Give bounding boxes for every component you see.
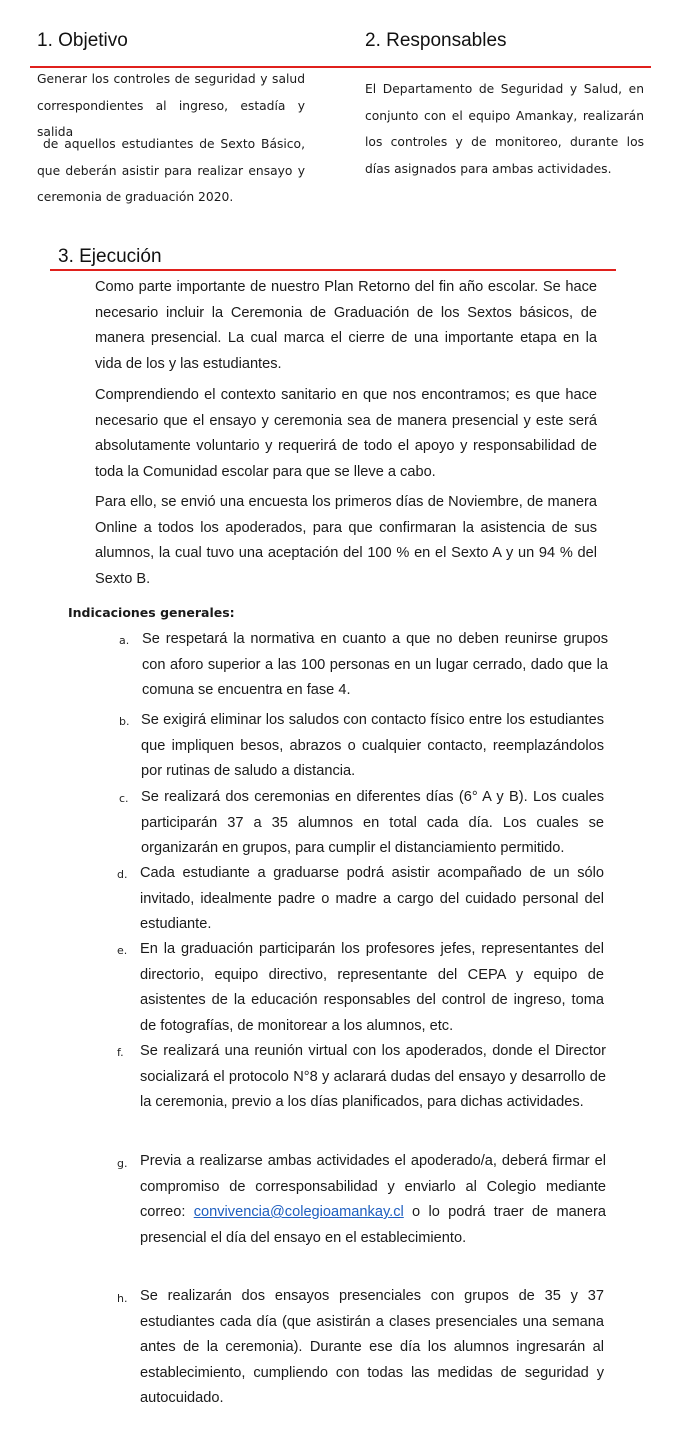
list-item-letter: f. — [117, 1046, 124, 1059]
list-item-letter: b. — [119, 715, 130, 728]
list-item-letter: h. — [117, 1292, 128, 1305]
list-item-text: Se respetará la normativa en cuanto a que no deben reunirse grupos con aforo superior a las 100 personas en un lugar cerrado, dado que la comuna se encuentra en fase 4. — [142, 631, 608, 698]
list-item-text: Se realizará una reunión virtual con los apoderados, donde el Director socializará el protocolo N°8 y aclarará dudas del ensayo y desarrollo de la ceremonia, previo a los días planificados, para dichas actividades. — [140, 1043, 606, 1110]
email-link[interactable]: convivencia@colegioamankay.cl — [193, 1204, 404, 1220]
heading-responsables: 2. Responsables — [365, 30, 507, 51]
list-item-letter: c. — [119, 792, 129, 805]
objetivo-text-b: de aquellos estudiantes de Sexto Básico, que deberán asistir para realizar ensayo y ceremonia de graduación 2020. — [37, 137, 305, 204]
heading-objetivo: 1. Objetivo — [37, 30, 128, 51]
list-item-text: Se exigirá eliminar los saludos con contacto físico entre los estudiantes que impliquen besos, abrazos o cualquier contacto, reemplazándolos por rutinas de saludo a distancia. — [141, 712, 604, 779]
heading-ejecucion: 3. Ejecución — [58, 246, 162, 267]
list-item-letter: g. — [117, 1157, 128, 1170]
list-item-text-part: Previa a realizarse ambas actividades el apoderado/a, deberá firmar el compromiso de corresponsabilidad y enviarlo al Colegio mediante correo: — [140, 1153, 606, 1220]
responsables-text: El Departamento de Seguridad y Salud, en conjunto con el equipo Amankay, realizarán los controles y de monitoreo, durante los días asignados para ambas actividades. — [365, 82, 644, 176]
ejecucion-paragraph-3: Para ello, se envió una encuesta los primeros días de Noviembre, de manera Online a todos los apoderados, para que confirmaran la asistencia de sus alumnos, la cual tuvo una aceptación del 100 % en el Sexto A y un 94 % del Sexto B. — [95, 494, 597, 587]
list-item-text-part: o lo podrá traer de manera presencial el día del ensayo en el establecimiento. — [140, 1204, 606, 1246]
list-item-letter: a. — [119, 634, 130, 647]
list-item-text: En la graduación participarán los profesores jefes, representantes del directorio, equipo directivo, representante del CEPA y equipo de asistentes de la educación responsables del control de ingreso, toma de fotografías, de monitorear a los alumnos, etc. — [140, 941, 604, 1034]
list-item-letter: d. — [117, 868, 128, 881]
list-item-text: Se realizará dos ceremonias en diferentes días (6° A y B). Los cuales participarán 37 a 35 alumnos en total cada día. Los cuales se organizarán en grupos, para cumplir el distanciamiento permitido. — [141, 789, 604, 856]
list-item-text-with-email — [140, 1149, 606, 1251]
general-heading: Indicaciones generales: — [68, 605, 235, 620]
red-rule-ejecucion — [50, 269, 616, 271]
ejecucion-paragraph-1: Como parte importante de nuestro Plan Retorno del fin año escolar. Se hace necesario incluir la Ceremonia de Graduación de los Sextos básicos, de manera presencial. La cual marca el cierre de una importante etapa en la vida de los y las estudiantes. — [95, 279, 597, 372]
list-item-text: Cada estudiante a graduarse podrá asistir acompañado de un sólo invitado, idealmente padre o madre a cargo del cuidado personal del estudiante. — [140, 865, 604, 932]
list-item-text: Se realizarán dos ensayos presenciales con grupos de 35 y 37 estudiantes cada día (que asistirán a clases presenciales una semana antes de la ceremonia). Durante ese día los alumnos ingresarán al establecimiento, cumpliendo con todas las medidas de seguridad y autocuidado. — [140, 1288, 604, 1406]
list-item-letter: e. — [117, 944, 128, 957]
ejecucion-paragraph-2: Comprendiendo el contexto sanitario en que nos encontramos; es que hace necesario que el ensayo y ceremonia sea de manera presencial y este será absolutamente voluntario y requerirá de todo el apoyo y responsabilidad de toda la Comunidad escolar para que se lleve a cabo. — [95, 387, 597, 480]
objetivo-text-a: Generar los controles de seguridad y salud correspondientes al ingreso, estadía y salida — [37, 72, 305, 139]
